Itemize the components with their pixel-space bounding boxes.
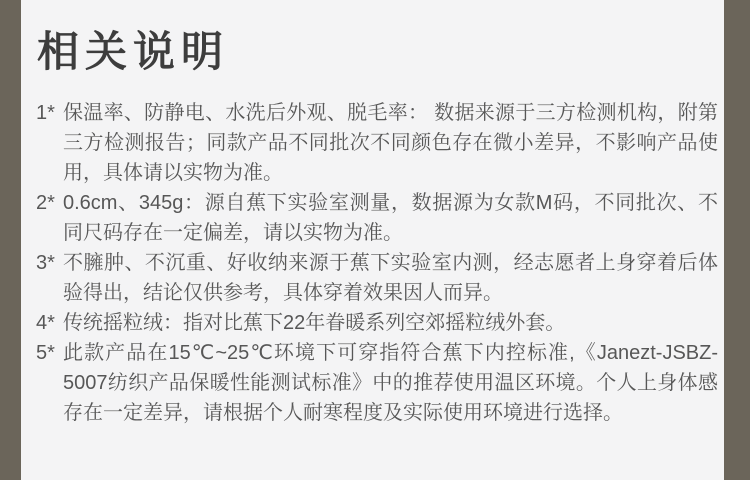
note-item — [36, 338, 718, 428]
note-item — [36, 188, 718, 248]
note-marker: 4* — [36, 312, 55, 334]
note-text: 传统摇粒绒：指对比蕉下22年眷暖系列空郊摇粒绒外套。 — [63, 312, 566, 334]
note-text: 0.6cm、345g：源自蕉下实验室测量，数据源为女款M码，不同批次、不同尺码存在一定偏差，请以实物为准。 — [63, 192, 718, 244]
note-item — [36, 308, 718, 338]
note-text: 保温率、防静电、水洗后外观、脱毛率： 数据来源于三方检测机构，附第三方检测报告；同款产品不同批次不同颜色存在微小差异，不影响产品使用，具体请以实物为准。 — [63, 102, 718, 184]
page-title: 相关说明 — [37, 28, 230, 75]
content-area — [21, 0, 724, 480]
note-marker: 2* — [36, 192, 55, 214]
right-edge-bar — [724, 0, 750, 480]
left-edge-bar — [0, 0, 21, 480]
notes-list — [36, 98, 718, 428]
note-text: 此款产品在15℃~25℃环境下可穿指符合蕉下内控标准,《Janezt-JSBZ-5007纺织产品保暖性能测试标准》中的推荐使用温区环境。个人上身体感存在一定差异，请根据个人耐寒程度及实际使用环境进行选择。 — [63, 342, 718, 424]
note-item — [36, 248, 718, 308]
note-item — [36, 98, 718, 188]
note-marker: 1* — [36, 102, 55, 124]
note-marker: 5* — [36, 342, 55, 364]
note-marker: 3* — [36, 252, 55, 274]
note-text: 不臃肿、不沉重、好收纳来源于蕉下实验室内测，经志愿者上身穿着后体验得出，结论仅供参考，具体穿着效果因人而异。 — [63, 252, 718, 304]
